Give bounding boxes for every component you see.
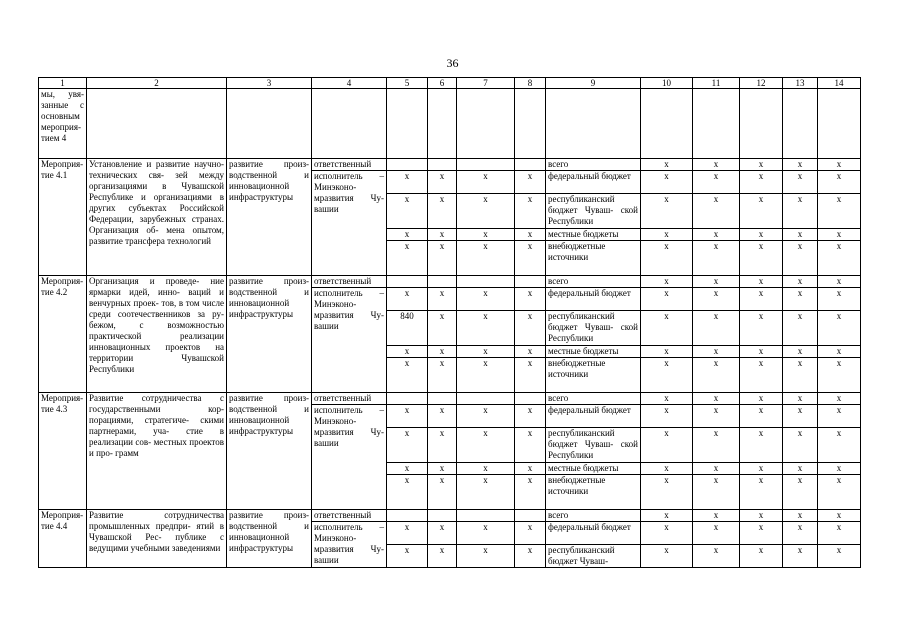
funding-source: внебюджетные источники	[546, 475, 641, 510]
funding-source: всего	[546, 393, 641, 405]
value-c11: х	[693, 463, 740, 475]
measure-description: Развитие сотрудничества промышленных предпри- ятий в Чувашской Рес- публике с ведущими учебными заведениями	[87, 510, 227, 568]
value-c5	[387, 510, 428, 522]
value-c14: х	[818, 311, 861, 346]
empty-cell	[227, 89, 312, 159]
value-c5: х	[387, 405, 428, 428]
value-c14: х	[818, 393, 861, 405]
value-c8: х	[515, 545, 546, 568]
value-c5: х	[387, 463, 428, 475]
value-c6: х	[428, 522, 457, 545]
empty-cell	[387, 89, 428, 159]
value-c14: х	[818, 510, 861, 522]
value-c13: х	[783, 428, 818, 463]
value-c5: х	[387, 428, 428, 463]
value-c5: х	[387, 545, 428, 568]
executor-label: ответственный	[312, 276, 386, 288]
value-c14: х	[818, 428, 861, 463]
column-number-12: 12	[740, 78, 783, 89]
table-row	[39, 159, 861, 171]
column-number-3: 3	[227, 78, 312, 89]
value-c7: х	[457, 475, 515, 510]
value-c11: х	[693, 358, 740, 393]
value-c7	[457, 510, 515, 522]
value-c10: х	[641, 358, 693, 393]
value-c10: х	[641, 229, 693, 241]
measure-executor	[312, 159, 387, 276]
value-c8: х	[515, 405, 546, 428]
empty-cell	[693, 89, 740, 159]
value-c8	[515, 393, 546, 405]
funding-source: республиканский бюджет Чуваш- ской Республики	[546, 194, 641, 229]
value-c12: х	[740, 463, 783, 475]
value-c7: х	[457, 346, 515, 358]
value-c12: х	[740, 171, 783, 194]
value-c5: х	[387, 241, 428, 276]
value-c8: х	[515, 229, 546, 241]
value-c7: х	[457, 171, 515, 194]
value-c5: х	[387, 194, 428, 229]
empty-cell	[783, 89, 818, 159]
funding-source: республиканский бюджет Чуваш-	[546, 545, 641, 568]
value-c11: х	[693, 393, 740, 405]
value-c14: х	[818, 171, 861, 194]
funding-source: внебюджетные источники	[546, 241, 641, 276]
value-c7: х	[457, 522, 515, 545]
column-number-2: 2	[87, 78, 227, 89]
value-c10: х	[641, 545, 693, 568]
continuation-text: мы, увя- занные с основным мероприя- тием 4	[39, 89, 87, 159]
value-c7: х	[457, 288, 515, 311]
value-c13: х	[783, 229, 818, 241]
funding-source: федеральный бюджет	[546, 171, 641, 194]
empty-cell	[740, 89, 783, 159]
value-c11: х	[693, 194, 740, 229]
value-c6: х	[428, 311, 457, 346]
value-c7: х	[457, 311, 515, 346]
value-c10: х	[641, 171, 693, 194]
empty-cell	[457, 89, 515, 159]
value-c11: х	[693, 475, 740, 510]
value-c7	[457, 276, 515, 288]
column-number-4: 4	[312, 78, 387, 89]
empty-cell	[515, 89, 546, 159]
value-c10: х	[641, 288, 693, 311]
empty-cell	[546, 89, 641, 159]
measure-executor	[312, 393, 387, 510]
value-c14: х	[818, 358, 861, 393]
column-number-11: 11	[693, 78, 740, 89]
value-c8: х	[515, 346, 546, 358]
value-c7: х	[457, 194, 515, 229]
value-c6: х	[428, 229, 457, 241]
measure-name: Мероприя- тие 4.1	[39, 159, 87, 276]
funding-source: местные бюджеты	[546, 346, 641, 358]
value-c13: х	[783, 358, 818, 393]
value-c10: х	[641, 405, 693, 428]
value-c10: х	[641, 510, 693, 522]
empty-cell	[641, 89, 693, 159]
executor-name: исполнитель – Минэконо- мразвития Чу- вашии	[314, 288, 384, 331]
value-c5	[387, 159, 428, 171]
value-c6: х	[428, 405, 457, 428]
executor-name: исполнитель – Минэконо- мразвития Чу- вашии	[314, 171, 384, 214]
value-c6: х	[428, 545, 457, 568]
value-c13: х	[783, 194, 818, 229]
value-c6: х	[428, 346, 457, 358]
measure-subprogram: развитие произ- водственной и инновационной инфраструктуры	[227, 159, 312, 276]
value-c6	[428, 159, 457, 171]
value-c12: х	[740, 405, 783, 428]
value-c5: х	[387, 346, 428, 358]
empty-cell	[312, 89, 387, 159]
value-c5: 840	[387, 311, 428, 346]
value-c13: х	[783, 311, 818, 346]
value-c7: х	[457, 229, 515, 241]
value-c12: х	[740, 545, 783, 568]
value-c5: х	[387, 229, 428, 241]
value-c8: х	[515, 241, 546, 276]
value-c8: х	[515, 311, 546, 346]
measure-subprogram: развитие произ- водственной и инновационной инфраструктуры	[227, 276, 312, 393]
value-c7: х	[457, 463, 515, 475]
value-c12: х	[740, 522, 783, 545]
value-c14: х	[818, 194, 861, 229]
value-c14: х	[818, 241, 861, 276]
value-c13: х	[783, 522, 818, 545]
value-c12: х	[740, 475, 783, 510]
value-c8: х	[515, 475, 546, 510]
value-c10: х	[641, 346, 693, 358]
funding-source: республиканский бюджет Чуваш- ской Республики	[546, 428, 641, 463]
measure-subprogram: развитие произ- водственной и инновационной инфраструктуры	[227, 510, 312, 568]
empty-cell	[87, 89, 227, 159]
value-c10: х	[641, 194, 693, 229]
value-c5: х	[387, 171, 428, 194]
value-c12: х	[740, 311, 783, 346]
value-c13: х	[783, 475, 818, 510]
value-c11: х	[693, 276, 740, 288]
value-c13: х	[783, 159, 818, 171]
value-c13: х	[783, 171, 818, 194]
value-c12: х	[740, 194, 783, 229]
value-c11: х	[693, 346, 740, 358]
value-c5: х	[387, 475, 428, 510]
column-number-10: 10	[641, 78, 693, 89]
value-c8: х	[515, 428, 546, 463]
value-c5: х	[387, 358, 428, 393]
value-c14: х	[818, 276, 861, 288]
value-c12: х	[740, 159, 783, 171]
value-c6: х	[428, 171, 457, 194]
value-c12: х	[740, 229, 783, 241]
column-number-6: 6	[428, 78, 457, 89]
value-c6: х	[428, 463, 457, 475]
value-c10: х	[641, 276, 693, 288]
value-c13: х	[783, 405, 818, 428]
value-c11: х	[693, 171, 740, 194]
value-c10: х	[641, 241, 693, 276]
executor-name: исполнитель – Минэконо- мразвития Чу- вашии	[314, 405, 384, 448]
value-c7: х	[457, 241, 515, 276]
value-c11: х	[693, 159, 740, 171]
value-c6	[428, 393, 457, 405]
executor-label: ответственный	[312, 393, 386, 405]
measure-description: Установление и развитие научно-технических свя- зей между организациями в Чувашской Республике и организациями в других субъектах Российской Федерации, зарубежных странах. Организация об- мена опытом, развитие трансфера технологий	[87, 159, 227, 276]
value-c6: х	[428, 428, 457, 463]
value-c11: х	[693, 545, 740, 568]
value-c13: х	[783, 545, 818, 568]
executor-label: ответственный	[312, 510, 386, 522]
column-number-13: 13	[783, 78, 818, 89]
measure-executor	[312, 510, 387, 568]
value-c8	[515, 276, 546, 288]
value-c7: х	[457, 428, 515, 463]
program-table	[38, 77, 861, 568]
measure-description: Развитие сотрудничества с государственными кор- порациями, стратегиче- скими партнерами, уча- стие в реализации сов- местных проектов и про- грамм	[87, 393, 227, 510]
value-c14: х	[818, 159, 861, 171]
value-c5: х	[387, 522, 428, 545]
value-c14: х	[818, 288, 861, 311]
measure-description: Организация и проведе- ние ярмарки идей, инно- ваций и венчурных проек- тов, в том числе среди соотечественников за ру- бежом, с возможностью практической реализации инновационных проектов на территории Чувашской Республики	[87, 276, 227, 393]
value-c5	[387, 393, 428, 405]
continuation-row	[39, 89, 861, 159]
value-c6: х	[428, 475, 457, 510]
value-c10: х	[641, 463, 693, 475]
funding-source: федеральный бюджет	[546, 522, 641, 545]
table-row	[39, 393, 861, 405]
value-c14: х	[818, 405, 861, 428]
value-c11: х	[693, 229, 740, 241]
value-c5: х	[387, 288, 428, 311]
value-c6: х	[428, 288, 457, 311]
value-c14: х	[818, 346, 861, 358]
measure-name: Мероприя- тие 4.4	[39, 510, 87, 568]
executor-label: ответственный	[312, 159, 386, 171]
value-c10: х	[641, 393, 693, 405]
value-c14: х	[818, 545, 861, 568]
funding-source: местные бюджеты	[546, 463, 641, 475]
value-c14: х	[818, 463, 861, 475]
value-c7	[457, 159, 515, 171]
funding-source: внебюджетные источники	[546, 358, 641, 393]
empty-cell	[428, 89, 457, 159]
value-c8: х	[515, 522, 546, 545]
value-c8: х	[515, 358, 546, 393]
value-c8: х	[515, 463, 546, 475]
value-c12: х	[740, 288, 783, 311]
value-c11: х	[693, 510, 740, 522]
page-number: 36	[446, 56, 459, 70]
value-c6: х	[428, 194, 457, 229]
value-c5	[387, 276, 428, 288]
value-c11: х	[693, 405, 740, 428]
value-c13: х	[783, 288, 818, 311]
value-c13: х	[783, 463, 818, 475]
value-c8	[515, 510, 546, 522]
table-body	[39, 78, 861, 568]
value-c8: х	[515, 194, 546, 229]
funding-source: федеральный бюджет	[546, 405, 641, 428]
funding-source: всего	[546, 510, 641, 522]
funding-source: всего	[546, 276, 641, 288]
funding-source: всего	[546, 159, 641, 171]
funding-source: республиканский бюджет Чуваш- ской Республики	[546, 311, 641, 346]
funding-source: федеральный бюджет	[546, 288, 641, 311]
value-c6	[428, 510, 457, 522]
measure-executor	[312, 276, 387, 393]
executor-name: исполнитель – Минэконо- мразвития Чу- вашии	[314, 522, 384, 565]
column-number-1: 1	[39, 78, 87, 89]
value-c8: х	[515, 288, 546, 311]
value-c11: х	[693, 522, 740, 545]
measure-subprogram: развитие произ- водственной и инновационной инфраструктуры	[227, 393, 312, 510]
value-c14: х	[818, 522, 861, 545]
value-c11: х	[693, 288, 740, 311]
value-c10: х	[641, 311, 693, 346]
value-c14: х	[818, 229, 861, 241]
value-c7: х	[457, 358, 515, 393]
value-c13: х	[783, 346, 818, 358]
value-c13: х	[783, 241, 818, 276]
value-c8	[515, 159, 546, 171]
value-c7: х	[457, 405, 515, 428]
measure-name: Мероприя- тие 4.2	[39, 276, 87, 393]
value-c11: х	[693, 241, 740, 276]
value-c12: х	[740, 276, 783, 288]
value-c8: х	[515, 171, 546, 194]
value-c14: х	[818, 475, 861, 510]
value-c6: х	[428, 358, 457, 393]
value-c12: х	[740, 510, 783, 522]
value-c10: х	[641, 522, 693, 545]
column-number-8: 8	[515, 78, 546, 89]
column-number-9: 9	[546, 78, 641, 89]
table-row	[39, 510, 861, 522]
value-c7: х	[457, 545, 515, 568]
value-c10: х	[641, 159, 693, 171]
value-c11: х	[693, 428, 740, 463]
value-c12: х	[740, 346, 783, 358]
measure-name: Мероприя- тие 4.3	[39, 393, 87, 510]
value-c10: х	[641, 475, 693, 510]
funding-source: местные бюджеты	[546, 229, 641, 241]
column-number-7: 7	[457, 78, 515, 89]
value-c12: х	[740, 358, 783, 393]
value-c11: х	[693, 311, 740, 346]
value-c13: х	[783, 393, 818, 405]
empty-cell	[818, 89, 861, 159]
value-c6: х	[428, 241, 457, 276]
value-c7	[457, 393, 515, 405]
value-c12: х	[740, 428, 783, 463]
value-c12: х	[740, 393, 783, 405]
column-number-14: 14	[818, 78, 861, 89]
header-row	[39, 78, 861, 89]
value-c13: х	[783, 510, 818, 522]
value-c13: х	[783, 276, 818, 288]
value-c10: х	[641, 428, 693, 463]
value-c6	[428, 276, 457, 288]
value-c12: х	[740, 241, 783, 276]
table-row	[39, 276, 861, 288]
column-number-5: 5	[387, 78, 428, 89]
